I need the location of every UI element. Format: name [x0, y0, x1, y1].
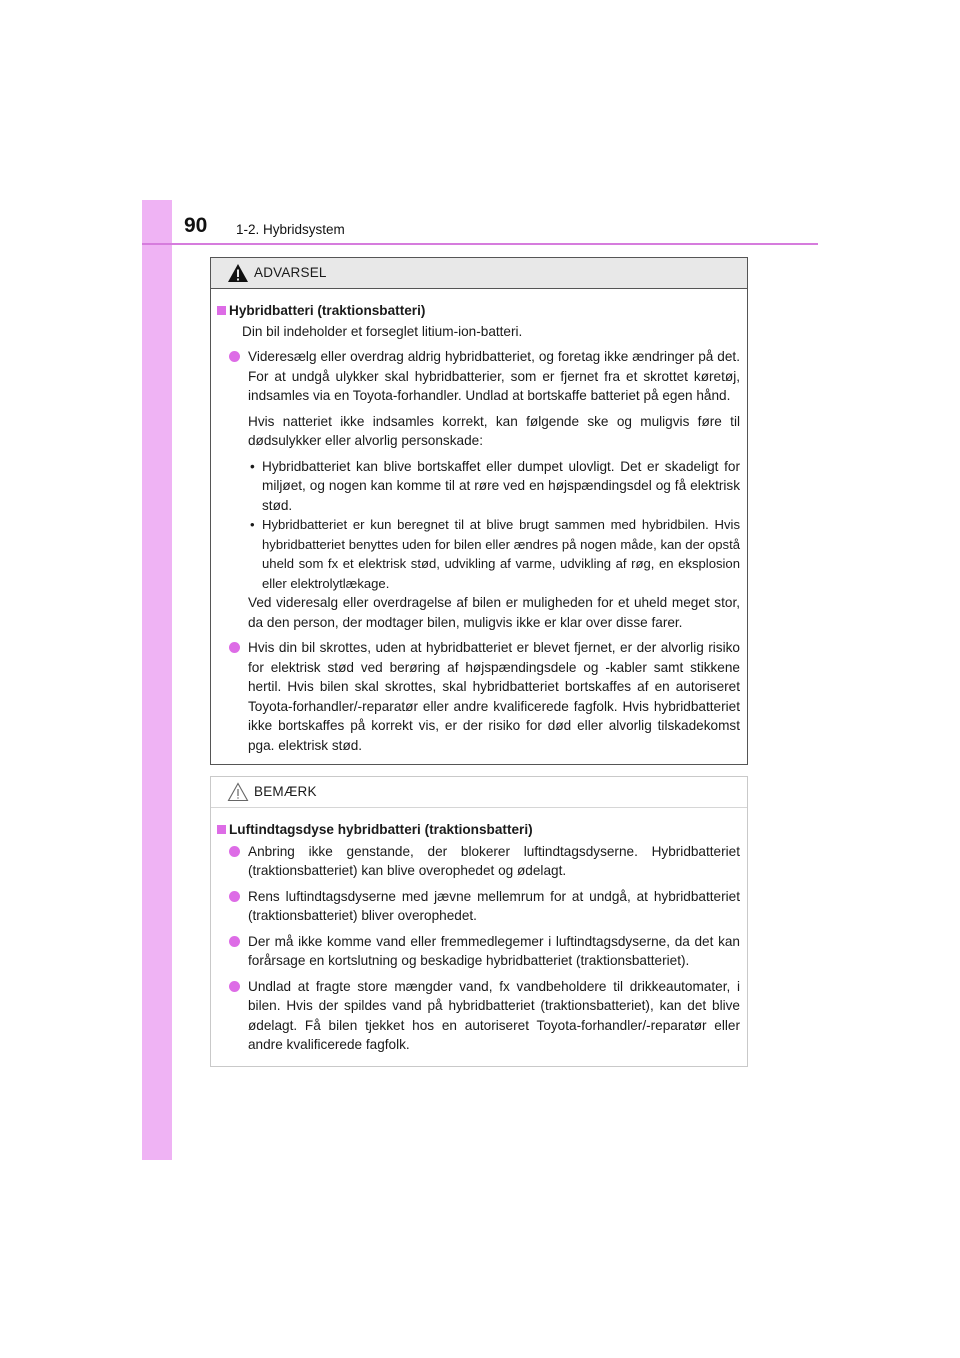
warning-bullet-2-text: Hvis din bil skrottes, uden at hybridbatteriet er blevet fjernet, er der alvorlig risiko for elektrisk stød ved berøring af højspændingsdele og -kabler samt stikkene hertil. Hvis bilen skal skrottes, skal hybridbatteriet bortskaffes af en autoriseret Toyota-forhandler/-reparatør eller andre kvalificerede fagfolk. Hvis hybridbatteriet ikke bortskaffes på korrekt vis, er der risiko for død eller alvorlig tilskadekomst pga. elektrisk stød.: [248, 640, 740, 753]
circle-bullet-icon: [229, 936, 240, 947]
notice-bullet-2-text: Rens luftindtagsdyserne med jævne mellemrum for at undgå, at hybridbatteriet (traktionsbatteriet) bliver overophedet.: [248, 888, 740, 923]
section-title: 1-2. Hybridsystem: [236, 222, 345, 237]
notice-heading: [217, 820, 740, 840]
warning-sub-bullet-1-text: Hybridbatteriet kan blive bortskaffet eller dumpet ulovligt. Det er skadeligt for miljøet, og nogen kan komme til at røre ved en højspændingsdel og få elektrisk stød.: [262, 458, 740, 513]
sub-bullet-dot: •: [250, 517, 255, 532]
warning-label: ADVARSEL: [254, 265, 327, 280]
square-bullet-icon: [217, 825, 226, 834]
warning-sub-bullet-1: [217, 457, 740, 516]
warning-sub-bullet-2: [217, 515, 740, 593]
notice-label: BEMÆRK: [254, 784, 317, 799]
circle-bullet-icon: [229, 351, 240, 362]
warning-header: [211, 258, 747, 289]
notice-header: [211, 777, 747, 808]
warning-heading: [217, 301, 740, 321]
warning-closing: Ved videresalg eller overdragelse af bilen er muligheden for et uheld meget stor, da den person, der modtager bilen, muligvis ikke er klar over disse farer.: [248, 595, 740, 630]
notice-bullet-4-text: Undlad at fragte store mængder vand, fx vandbeholdere til drikkeautomater, i bilen. Hvis der spildes vand på hybridbatteriet (traktionsbatteriet), kan det blive ødelagt. Få bilen tjekket hos en autoriseret Toyota-forhandler/-reparatør eller andre kvalificerede fagfolk.: [248, 978, 740, 1052]
notice-bullet-3-text: Der må ikke komme vand eller fremmedlegemer i luftindtagsdyserne, da det kan forårsage en kortslutning og beskadige hybridbatteriet (traktionsbatteriet).: [248, 933, 740, 968]
warning-bullet-2: [217, 638, 740, 755]
notice-bullet-1-text: Anbring ikke genstande, der blokerer luftindtagsdyserne. Hybridbatteriet (traktionsbatteriet) kan blive overophedet og ødelagt.: [248, 843, 740, 878]
notice-bullet-3: [217, 932, 740, 971]
page-number: 90: [184, 214, 208, 237]
warning-intro: Din bil indeholder et forseglet litium-ion-batteri.: [242, 323, 523, 339]
warning-heading-text: Hybridbatteri (traktionsbatteri): [229, 303, 426, 318]
warning-sub-bullet-2-text: Hybridbatteriet er kun beregnet til at blive brugt sammen med hybridbilen. Hvis hybridbatteriet benyttes uden for bilen eller ændres på nogen måde, kan der opstå uheld som fx et elektrisk stød, udvikling af varme, udvikling af røg, en eksplosion eller elektrolytlækage.: [262, 517, 740, 591]
warning-triangle-icon: [227, 263, 249, 283]
side-color-strip: [142, 200, 172, 1160]
caution-triangle-outline-icon: [227, 782, 249, 802]
circle-bullet-icon: [229, 642, 240, 653]
warning-bullet-1-text: Videresælg eller overdrag aldrig hybridbatteriet, og foretag ikke ændringer på det. For at undgå ulykker skal hybridbatterier, som er fjernet fra et skrottet køretøj, indsamles via en Toyota-forhandler. Undlad at bortskaffe batteriet på egen hånd.: [248, 349, 740, 403]
notice-bullet-1: [217, 842, 740, 881]
notice-body: [211, 808, 747, 1055]
warning-paragraph: Hvis natteriet ikke indsamles korrekt, kan følgende ske og muligvis føre til dødsulykker eller alvorlig personskade:: [248, 413, 740, 448]
warning-body: [211, 289, 747, 755]
page-header: [142, 201, 818, 245]
notice-bullet-2: [217, 887, 740, 926]
warning-bullet-1: [217, 347, 740, 406]
sub-bullet-dot: •: [250, 458, 255, 474]
notice-heading-text: Luftindtagsdyse hybridbatteri (traktionsbatteri): [229, 822, 533, 837]
circle-bullet-icon: [229, 891, 240, 902]
notice-bullet-4: [217, 977, 740, 1055]
square-bullet-icon: [217, 306, 226, 315]
circle-bullet-icon: [229, 981, 240, 992]
notice-box: [210, 776, 748, 1067]
warning-box: [210, 257, 748, 765]
circle-bullet-icon: [229, 846, 240, 857]
header-divider: [142, 243, 818, 245]
